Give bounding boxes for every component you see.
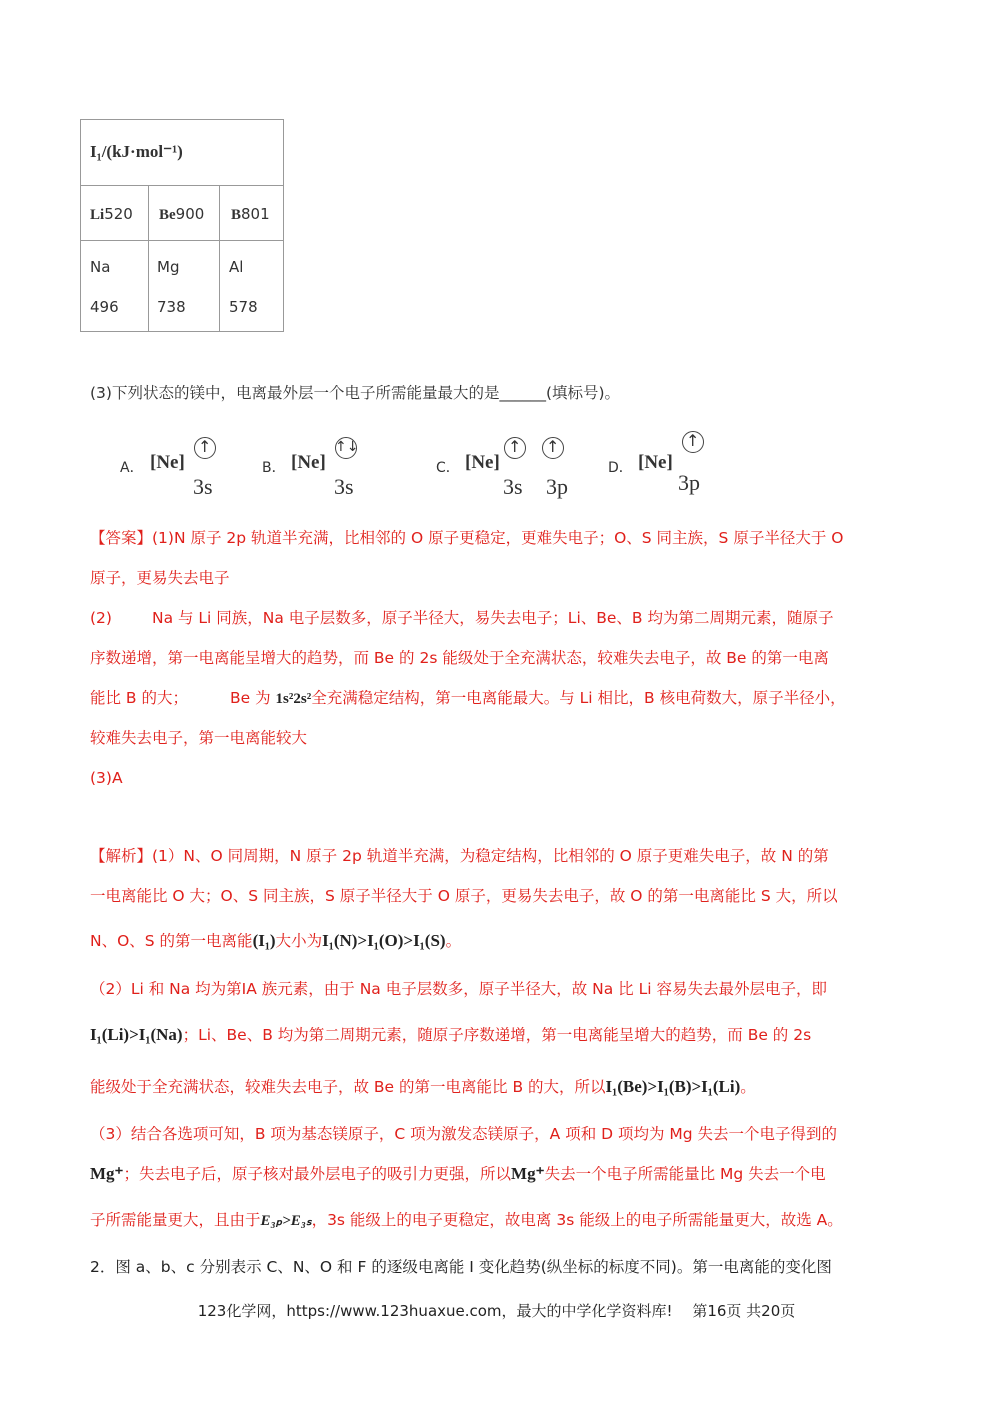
answer-line-6: 较难失去电子，第一电离能较大	[90, 729, 308, 747]
ne-core: [Ne]	[291, 452, 326, 473]
answer-line-4: 序数递增，第一电离能呈增大的趋势，而 Be 的 2s 能级处于全充满状态，较难失去电子，故 Be 的第一电离	[90, 649, 829, 667]
ne-core: [Ne]	[465, 452, 500, 473]
analysis-p3-line-1: （3）结合各选项可知，B 项为基态镁原子，C 项为激发态镁原子，A 项和 D 项均为 Mg 失去一个电子得到的	[90, 1125, 838, 1143]
table-cell-na-value: 496	[90, 298, 119, 316]
question-2: 2．图 a、b、c 分别表示 C、N、O 和 F 的逐级电离能 I 变化趋势(纵坐标的标度不同)。第一电离能的变化图	[90, 1258, 832, 1276]
analysis-p2-line-3: 能级处于全充满状态，较难失去电子，故 Be 的第一电离能比 B 的大，所以I₁(Be)>I₁(B)>I₁(Li)。	[90, 1077, 756, 1096]
answer-line-3: (2) Na 与 Li 同族，Na 电子层数多，原子半径大，易失去电子；Li、Be、B 均为第二周期元素，随原子	[90, 609, 834, 627]
answer-line-1: 【答案】(1)N 原子 2p 轨道半充满，比相邻的 O 原子更稳定，更难失电子；O、S 同主族，S 原子半径大于 O	[90, 529, 844, 547]
analysis-p3-line-3: 子所需能量更大，且由于E₃ₚ>E₃ₛ，3s 能级上的电子更稳定，故电离 3s 能级上的电子所需能量更大，故选 A。	[90, 1211, 843, 1229]
answer-line-7: (3)A	[90, 769, 123, 787]
analysis-p1-line-2: 一电离能比 O 大；O、S 同主族，S 原子半径大于 O 原子，更易失去电子，故 O 的第一电离能比 S 大，所以	[90, 887, 838, 905]
ionization-energy-table	[80, 119, 284, 332]
ne-core: [Ne]	[150, 452, 185, 473]
up-arrow-icon: ↑	[508, 437, 522, 456]
table-header: I₁/(kJ·mol⁻¹)	[90, 142, 183, 161]
table-cell-mg-label: Mg	[157, 258, 180, 276]
answer-line-2: 原子，更易失去电子	[90, 569, 230, 587]
analysis-p2-line-2: I₁(Li)>I₁(Na)；Li、Be、B 均为第二周期元素，随原子序数递增，第一电离能呈增大的趋势，而 Be 的 2s	[90, 1025, 812, 1044]
analysis-p3-line-2: Mg⁺；失去电子后，原子核对最外层电子的吸引力更强，所以Mg⁺失去一个电子所需能量比 Mg 失去一个电	[90, 1164, 826, 1183]
analysis-p1-line-3: N、O、S 的第一电离能(I₁)大小为I₁(N)>I₁(O)>I₁(S)。	[90, 931, 462, 950]
ne-core: [Ne]	[638, 452, 673, 473]
table-cell-al-label: Al	[229, 258, 244, 276]
table-cell-na-label: Na	[90, 258, 111, 276]
table-cell-b: B801	[231, 205, 270, 223]
table-cell-li: Li520	[90, 205, 133, 223]
answer-line-5: 能比 B 的大； Be 为 1s²2s²全充满稳定结构，第一电离能最大。与 Li 相比，B 核电荷数大，原子半径小，	[90, 689, 846, 707]
up-down-arrows-icon: ↑↓	[335, 439, 359, 455]
page-footer: 123化学网，https://www.123huaxue.com，最大的中学化学资料库! 第16页 共20页	[197, 1302, 796, 1320]
table-cell-al-value: 578	[229, 298, 258, 316]
up-arrow-icon: ↑	[686, 431, 700, 450]
electron-config-formula: 1s²2s²	[275, 691, 312, 707]
question-3: (3)下列状态的镁中，电离最外层一个电子所需能量最大的是______(填标号)。	[90, 384, 621, 402]
analysis-p1-line-1: 【解析】(1）N、O 同周期，N 原子 2p 轨道半充满，为稳定结构，比相邻的 O 原子更难失电子，故 N 的第	[90, 847, 829, 865]
up-arrow-icon: ↑	[198, 437, 212, 456]
up-arrow-icon: ↑	[546, 437, 560, 456]
analysis-p2-line-1: （2）Li 和 Na 均为第ⅠA 族元素，由于 Na 电子层数多，原子半径大，故 Na 比 Li 容易失去最外层电子，即	[90, 980, 827, 998]
table-cell-mg-value: 738	[157, 298, 186, 316]
table-cell-be: Be900	[159, 205, 205, 223]
